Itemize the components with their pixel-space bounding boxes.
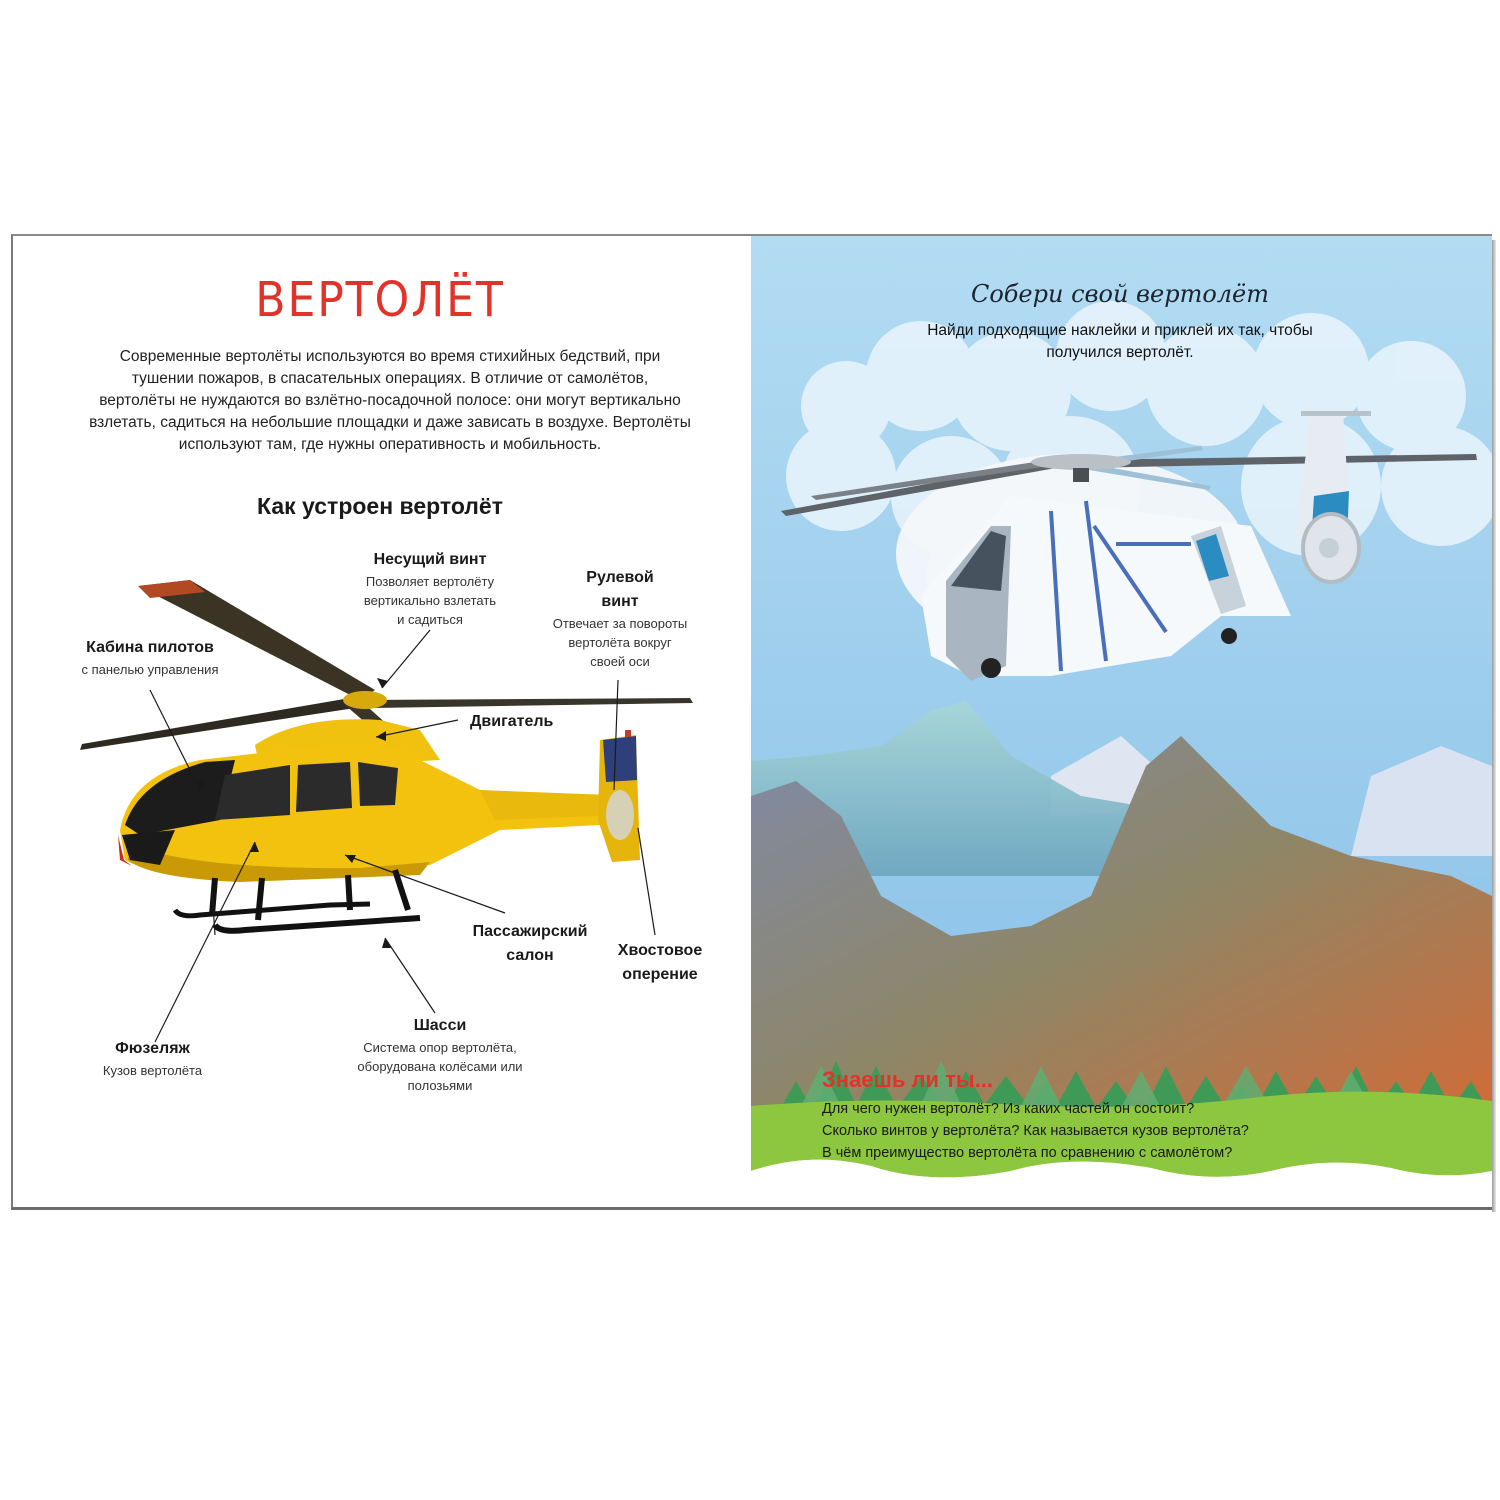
label-fuselage (70, 1037, 235, 1080)
stabilizer (1301, 411, 1371, 416)
fenestron-hub (1319, 538, 1339, 558)
activity-instructions (800, 320, 1440, 364)
label-desc: своей оси (590, 654, 650, 669)
label-title: Рулевой (586, 569, 654, 586)
rotor-mast (1073, 468, 1089, 482)
label-main-rotor (340, 548, 520, 629)
intro-line: Современные вертолёты используются во время стихийных бедствий, при (119, 348, 661, 365)
label-title: оперение (622, 966, 698, 983)
label-desc: с панелью управления (81, 662, 219, 677)
page-bottom-white (751, 1160, 1492, 1210)
landscape-illustration (751, 236, 1492, 1210)
label-title: Шасси (413, 1017, 467, 1034)
label-desc: Отвечает за повороты (552, 616, 688, 631)
label-desc: вертолёта вокруг (568, 635, 672, 650)
label-title: винт (601, 593, 639, 610)
rotor-hub (1031, 454, 1131, 470)
question-line: В чём преимущество вертолёта по сравнению с самолётом? (822, 1145, 1233, 1161)
right-page (751, 234, 1492, 1210)
instruction-line: получился вертолёт. (1046, 344, 1194, 361)
question-line: Сколько винтов у вертолёта? Как называется кузов вертолёта? (822, 1123, 1249, 1139)
fenestron (606, 790, 634, 840)
activity-title: Собери свой вертолёт (970, 280, 1270, 308)
intro-line: вертолёты не нуждаются во взлётно-посадочной полосе: они могут вертикально (99, 392, 681, 409)
label-title: Кабина пилотов (86, 639, 214, 656)
section-subtitle: Как устроен вертолёт (257, 493, 503, 519)
rotor-blade (370, 698, 693, 708)
label-tail-rotor (530, 566, 710, 671)
instruction-line: Найди подходящие наклейки и приклей их так, чтобы (927, 322, 1313, 339)
tail-fin-blue (603, 736, 637, 782)
wheel (981, 658, 1001, 678)
label-title: Хвостовое (617, 942, 703, 959)
skid (215, 918, 420, 931)
cabin-window (296, 762, 352, 812)
label-desc: Кузов вертолёта (102, 1063, 203, 1078)
did-you-know-heading: Знаешь ли ты... (822, 1067, 994, 1092)
label-landing-gear (335, 1014, 545, 1095)
label-desc: Система опор вертолёта, (363, 1040, 517, 1055)
intro-line: тушении пожаров, в спасательных операциях. В отличие от самолётов, (131, 370, 649, 387)
tail-light (625, 730, 631, 737)
label-desc: Позволяет вертолёту (365, 574, 495, 589)
intro-line: взлетать, садиться на небольшие площадки и даже зависать в воздухе. Вертолёты (89, 414, 691, 431)
label-desc: и садиться (397, 612, 463, 627)
label-cabin (455, 920, 605, 968)
skid (175, 904, 370, 916)
label-desc: вертикально взлетать (363, 593, 497, 608)
label-desc: оборудована колёсами или (357, 1059, 523, 1074)
label-cockpit (60, 636, 240, 679)
label-engine: Двигатель (470, 713, 554, 730)
page-title: ВЕРТОЛЁТ (255, 272, 505, 328)
page-shadow (1492, 240, 1496, 1212)
label-title: Фюзеляж (115, 1040, 190, 1057)
question-line: Для чего нужен вертолёт? Из каких частей он состоит? (822, 1101, 1195, 1117)
label-desc: полозьями (407, 1078, 473, 1093)
label-title: Несущий винт (373, 551, 487, 568)
label-title: салон (506, 947, 554, 964)
intro-line: используют там, где нужны оперативность и мобильность. (178, 436, 602, 453)
intro-paragraph (70, 346, 710, 456)
rotor-hub (343, 691, 387, 709)
label-tail (600, 939, 720, 987)
label-title: Пассажирский (472, 923, 588, 940)
cabin-window (358, 762, 398, 806)
wheel (1221, 628, 1237, 644)
